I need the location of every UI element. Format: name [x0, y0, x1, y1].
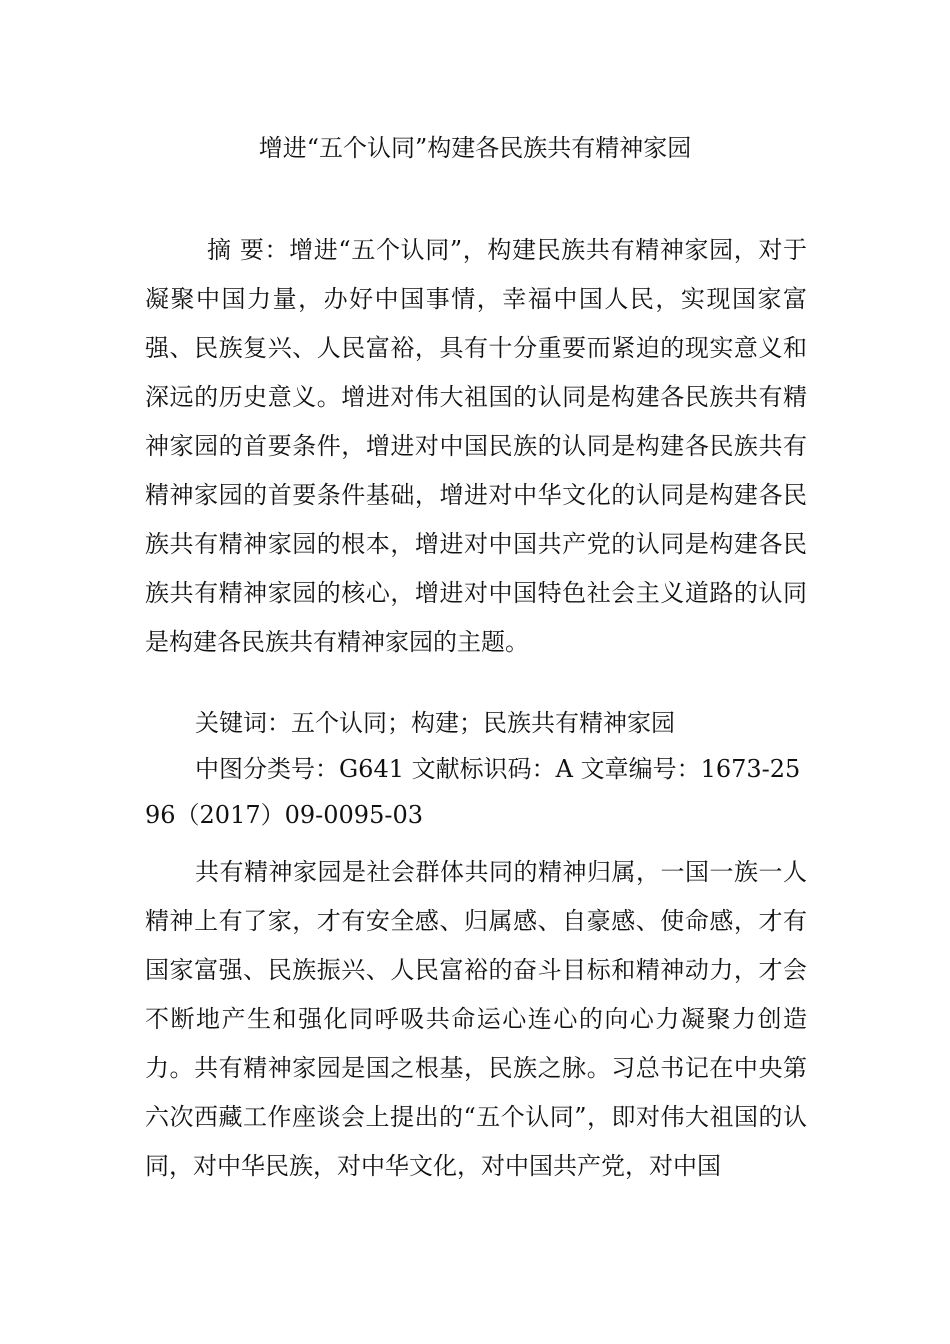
abstract-paragraph	[145, 226, 807, 667]
abstract-text: 增进“五个认同”，构建民族共有精神家园，对于凝聚中国力量，办好中国事情，幸福中国人民，实现国家富强、民族复兴、人民富裕，具有十分重要而紧迫的现实意义和深远的历史意义。增进对伟大祖国的认同是构建各民族共有精神家园的首要条件，增进对中国民族的认同是构建各民族共有精神家园的首要条件基础，增进对中华文化的认同是构建各民族共有精神家园的根本，增进对中国共产党的认同是构建各民族共有精神家园的核心，增进对中国特色社会主义道路的认同是构建各民族共有精神家园的主题。	[145, 236, 807, 656]
keywords-text: 五个认同；构建；民族共有精神家园	[291, 709, 675, 737]
document-title: 增进“五个认同”构建各民族共有精神家园	[258, 134, 692, 162]
classification-line: 中图分类号：G641 文献标识码：A 文章编号：1673-2596（2017）09-0095-03	[145, 755, 801, 829]
keywords-label: 关键词：	[195, 709, 291, 737]
keywords-line	[145, 700, 807, 746]
body-paragraph: 共有精神家园是社会群体共同的精神归属，一国一族一人精神上有了家，才有安全感、归属感、自豪感、使命感，才有国家富强、民族振兴、人民富裕的奋斗目标和精神动力，才会不断地产生和强化同呼吸共命运心连心的向心力凝聚力创造力。共有精神家园是国之根基，民族之脉。习总书记在中央第六次西藏工作座谈会上提出的“五个认同”，即对伟大祖国的认同，对中华民族，对中华文化，对中国共产党，对中国	[145, 858, 807, 1180]
abstract-label: 摘 要：	[207, 236, 290, 264]
